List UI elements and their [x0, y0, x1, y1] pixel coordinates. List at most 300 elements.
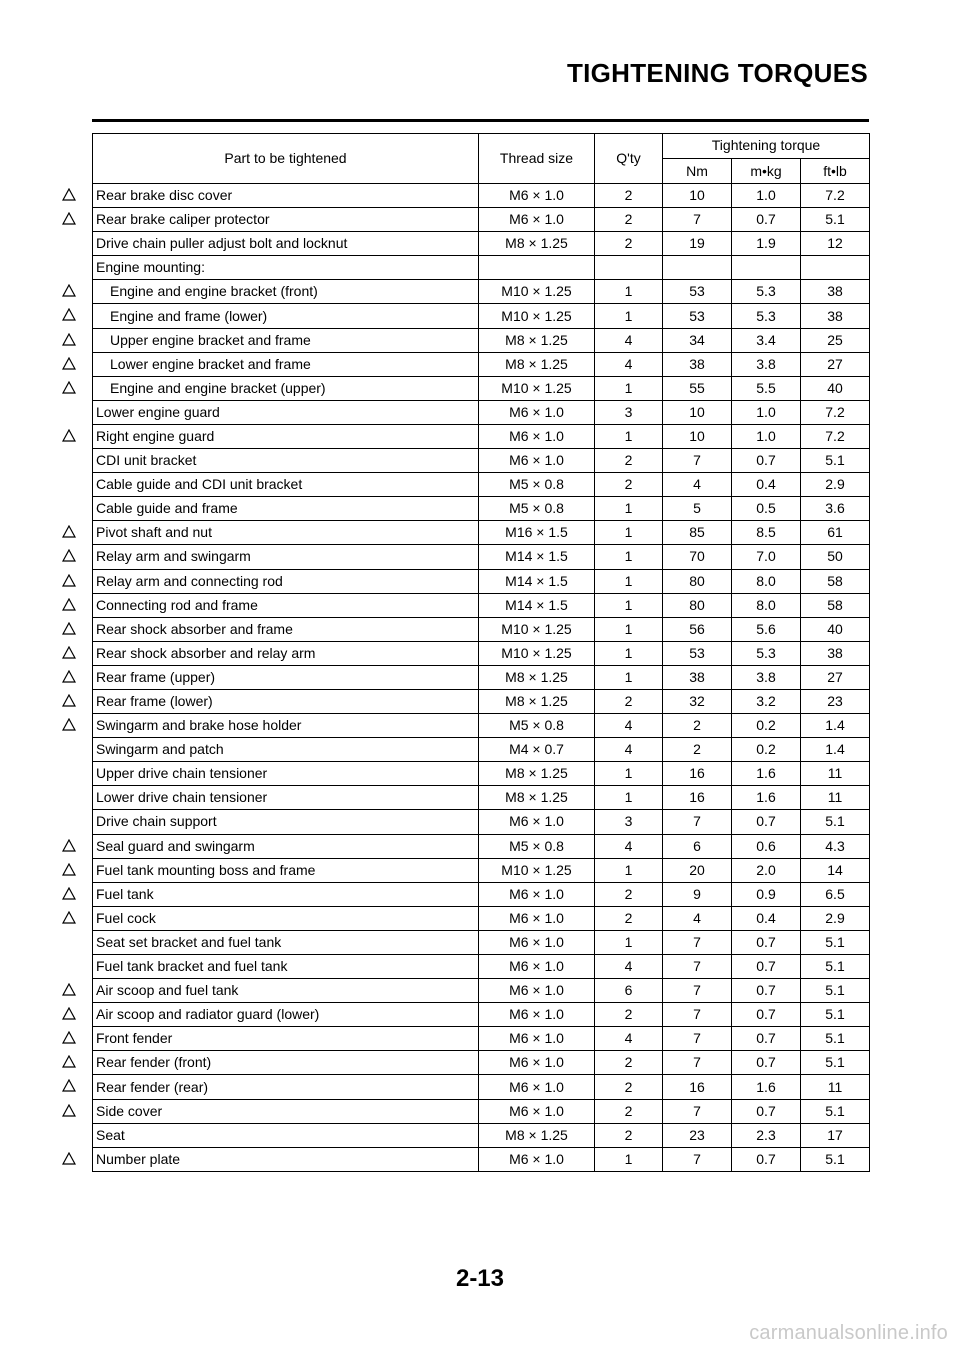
- part-label: Swingarm and brake hose holder: [96, 717, 302, 734]
- torque-ftlb-cell: 23: [801, 689, 870, 713]
- qty-cell: 2: [595, 449, 663, 473]
- torque-nm-cell: 80: [663, 593, 732, 617]
- thread-size-cell: M14 × 1.5: [479, 593, 595, 617]
- thread-size-cell: M10 × 1.25: [479, 617, 595, 641]
- triangle-mark-icon: [62, 718, 76, 731]
- table-row: [93, 497, 870, 521]
- torque-mkg-cell: 0.7: [732, 930, 801, 954]
- torque-nm-cell: 38: [663, 665, 732, 689]
- qty-cell: 2: [595, 906, 663, 930]
- part-label: Front fender: [96, 1030, 173, 1047]
- table-row: [93, 738, 870, 762]
- triangle-mark-icon: [62, 284, 76, 297]
- triangle-mark-icon: [62, 622, 76, 635]
- torque-ftlb-cell: 1.4: [801, 738, 870, 762]
- triangle-mark-icon: [62, 549, 76, 562]
- thread-size-cell: M6 × 1.0: [479, 1051, 595, 1075]
- torque-nm-cell: 70: [663, 545, 732, 569]
- part-label: Rear shock absorber and relay arm: [96, 644, 316, 661]
- torque-mkg-cell: 0.4: [732, 906, 801, 930]
- torque-mkg-cell: 0.5: [732, 497, 801, 521]
- qty-cell: 1: [595, 641, 663, 665]
- torque-nm-cell: 2: [663, 738, 732, 762]
- torque-nm-cell: 19: [663, 232, 732, 256]
- triangle-mark-icon: [62, 1104, 76, 1117]
- qty-cell: 2: [595, 882, 663, 906]
- part-cell: [93, 617, 479, 641]
- part-cell: [93, 1051, 479, 1075]
- thread-size-cell: M10 × 1.25: [479, 304, 595, 328]
- torque-nm-cell: 56: [663, 617, 732, 641]
- torque-ftlb-cell: 7.2: [801, 400, 870, 424]
- thread-size-cell: M6 × 1.0: [479, 1075, 595, 1099]
- thread-size-cell: M8 × 1.25: [479, 689, 595, 713]
- torque-mkg-cell: 1.6: [732, 1075, 801, 1099]
- qty-cell: 2: [595, 1123, 663, 1147]
- torque-nm-cell: 7: [663, 1027, 732, 1051]
- torque-ftlb-cell: 11: [801, 1075, 870, 1099]
- qty-cell: 4: [595, 328, 663, 352]
- part-label: Relay arm and connecting rod: [96, 572, 283, 589]
- qty-cell: 3: [595, 810, 663, 834]
- torque-mkg-cell: 0.7: [732, 955, 801, 979]
- thread-size-cell: M8 × 1.25: [479, 352, 595, 376]
- table-row: [93, 1075, 870, 1099]
- part-cell: [93, 810, 479, 834]
- torque-nm-cell: 10: [663, 424, 732, 448]
- triangle-mark-icon: [62, 308, 76, 321]
- qty-cell: 2: [595, 1075, 663, 1099]
- torque-mkg-cell: 3.8: [732, 352, 801, 376]
- part-label: Right engine guard: [96, 427, 215, 444]
- part-cell: [93, 352, 479, 376]
- part-cell: [93, 449, 479, 473]
- torque-nm-cell: 53: [663, 280, 732, 304]
- qty-cell: 1: [595, 617, 663, 641]
- torque-nm-cell: 10: [663, 184, 732, 208]
- part-label: Connecting rod and frame: [96, 596, 258, 613]
- thread-size-cell: M5 × 0.8: [479, 497, 595, 521]
- thread-size-cell: M10 × 1.25: [479, 376, 595, 400]
- table-row: [93, 665, 870, 689]
- table-row: [93, 424, 870, 448]
- part-cell: [93, 1123, 479, 1147]
- qty-cell: 4: [595, 352, 663, 376]
- part-label: Seal guard and swingarm: [96, 837, 255, 854]
- part-cell: [93, 304, 479, 328]
- table-row: [93, 473, 870, 497]
- torque-ftlb-cell: 5.1: [801, 930, 870, 954]
- qty-cell: 2: [595, 1051, 663, 1075]
- part-label: Fuel tank bracket and fuel tank: [96, 958, 288, 975]
- qty-cell: 1: [595, 930, 663, 954]
- torque-mkg-cell: 7.0: [732, 545, 801, 569]
- torque-ftlb-cell: 61: [801, 521, 870, 545]
- thread-size-cell: M8 × 1.25: [479, 1123, 595, 1147]
- header-part: Part to be tightened: [93, 134, 479, 184]
- table-row: [93, 184, 870, 208]
- thread-size-cell: M6 × 1.0: [479, 449, 595, 473]
- part-cell: [93, 738, 479, 762]
- part-cell: [93, 1003, 479, 1027]
- thread-size-cell: M4 × 0.7: [479, 738, 595, 762]
- torque-nm-cell: 34: [663, 328, 732, 352]
- torque-ftlb-cell: 7.2: [801, 424, 870, 448]
- watermark: carmanualsonline.info: [749, 1322, 948, 1344]
- qty-cell: 4: [595, 714, 663, 738]
- torque-mkg-cell: 3.8: [732, 665, 801, 689]
- qty-cell: 1: [595, 593, 663, 617]
- header-thread-size: Thread size: [479, 134, 595, 184]
- qty-cell: 4: [595, 1027, 663, 1051]
- thread-size-cell: M6 × 1.0: [479, 1147, 595, 1171]
- qty-cell: 2: [595, 1003, 663, 1027]
- thread-size-cell: M6 × 1.0: [479, 979, 595, 1003]
- part-label: Rear brake caliper protector: [96, 211, 270, 228]
- part-cell: [93, 762, 479, 786]
- torque-ftlb-cell: 38: [801, 641, 870, 665]
- torque-nm-cell: 32: [663, 689, 732, 713]
- part-cell: [93, 328, 479, 352]
- torque-mkg-cell: 1.0: [732, 184, 801, 208]
- torque-mkg-cell: 5.3: [732, 280, 801, 304]
- part-label: Rear brake disc cover: [96, 187, 233, 204]
- torque-mkg-cell: 1.6: [732, 762, 801, 786]
- part-label: Cable guide and frame: [96, 500, 238, 517]
- qty-cell: 1: [595, 786, 663, 810]
- part-cell: [93, 256, 479, 280]
- part-label: Rear fender (rear): [96, 1078, 209, 1095]
- torque-nm-cell: 7: [663, 1003, 732, 1027]
- table-row: [93, 1147, 870, 1171]
- torque-mkg-cell: 2.3: [732, 1123, 801, 1147]
- part-cell: [93, 641, 479, 665]
- part-label: Cable guide and CDI unit bracket: [96, 476, 303, 493]
- header-mkg: m•kg: [732, 159, 801, 184]
- torque-mkg-cell: 0.7: [732, 1003, 801, 1027]
- thread-size-cell: M6 × 1.0: [479, 1099, 595, 1123]
- qty-cell: [595, 256, 663, 280]
- table-row: [93, 208, 870, 232]
- qty-cell: 2: [595, 473, 663, 497]
- torque-mkg-cell: 0.7: [732, 208, 801, 232]
- torque-mkg-cell: 0.2: [732, 714, 801, 738]
- torque-mkg-cell: 0.7: [732, 1099, 801, 1123]
- table-row: [93, 834, 870, 858]
- torque-nm-cell: 38: [663, 352, 732, 376]
- part-label: Fuel cock: [96, 909, 156, 926]
- triangle-mark-icon: [62, 646, 76, 659]
- table-row: [93, 1003, 870, 1027]
- qty-cell: 1: [595, 762, 663, 786]
- torque-ftlb-cell: 5.1: [801, 208, 870, 232]
- thread-size-cell: M6 × 1.0: [479, 1003, 595, 1027]
- qty-cell: 4: [595, 738, 663, 762]
- thread-size-cell: M6 × 1.0: [479, 1027, 595, 1051]
- torque-mkg-cell: 0.6: [732, 834, 801, 858]
- torque-nm-cell: 7: [663, 1099, 732, 1123]
- table-row: [93, 352, 870, 376]
- torque-nm-cell: 7: [663, 979, 732, 1003]
- thread-size-cell: M14 × 1.5: [479, 545, 595, 569]
- torque-mkg-cell: 5.3: [732, 641, 801, 665]
- thread-size-cell: M6 × 1.0: [479, 882, 595, 906]
- qty-cell: 1: [595, 304, 663, 328]
- torque-mkg-cell: 5.6: [732, 617, 801, 641]
- triangle-mark-icon: [62, 574, 76, 587]
- thread-size-cell: M6 × 1.0: [479, 810, 595, 834]
- thread-size-cell: M6 × 1.0: [479, 424, 595, 448]
- torque-nm-cell: 80: [663, 569, 732, 593]
- torque-ftlb-cell: 5.1: [801, 979, 870, 1003]
- torque-ftlb-cell: 25: [801, 328, 870, 352]
- table-row: [93, 1123, 870, 1147]
- table-row: [93, 930, 870, 954]
- qty-cell: 2: [595, 232, 663, 256]
- table-row: [93, 545, 870, 569]
- thread-size-cell: M10 × 1.25: [479, 641, 595, 665]
- torque-mkg-cell: 1.6: [732, 786, 801, 810]
- torque-mkg-cell: 5.5: [732, 376, 801, 400]
- torque-nm-cell: 20: [663, 858, 732, 882]
- part-label: Engine and frame (lower): [110, 307, 268, 324]
- torque-nm-cell: 6: [663, 834, 732, 858]
- table-row: [93, 882, 870, 906]
- part-label: Seat set bracket and fuel tank: [96, 933, 282, 950]
- qty-cell: 1: [595, 1147, 663, 1171]
- thread-size-cell: M6 × 1.0: [479, 930, 595, 954]
- qty-cell: 3: [595, 400, 663, 424]
- thread-size-cell: M16 × 1.5: [479, 521, 595, 545]
- torque-ftlb-cell: 40: [801, 617, 870, 641]
- thread-size-cell: M10 × 1.25: [479, 858, 595, 882]
- torque-nm-cell: 7: [663, 208, 732, 232]
- qty-cell: 2: [595, 1099, 663, 1123]
- thread-size-cell: M8 × 1.25: [479, 665, 595, 689]
- torque-ftlb-cell: 5.1: [801, 1003, 870, 1027]
- table-row: [93, 400, 870, 424]
- triangle-mark-icon: [62, 863, 76, 876]
- thread-size-cell: M5 × 0.8: [479, 834, 595, 858]
- part-label: Seat: [96, 1126, 125, 1143]
- torque-mkg-cell: 0.4: [732, 473, 801, 497]
- triangle-mark-icon: [62, 887, 76, 900]
- part-cell: [93, 569, 479, 593]
- table-row: [93, 593, 870, 617]
- part-label: Air scoop and fuel tank: [96, 982, 239, 999]
- table-row: [93, 521, 870, 545]
- part-cell: [93, 593, 479, 617]
- thread-size-cell: M14 × 1.5: [479, 569, 595, 593]
- torque-ftlb-cell: [801, 256, 870, 280]
- table-row: [93, 906, 870, 930]
- page-title: TIGHTENING TORQUES: [566, 58, 868, 88]
- torque-nm-cell: 4: [663, 473, 732, 497]
- triangle-mark-icon: [62, 1007, 76, 1020]
- torque-mkg-cell: 0.9: [732, 882, 801, 906]
- part-cell: [93, 1147, 479, 1171]
- torque-mkg-cell: 0.2: [732, 738, 801, 762]
- thread-size-cell: M8 × 1.25: [479, 762, 595, 786]
- torque-nm-cell: 7: [663, 1147, 732, 1171]
- torque-nm-cell: 4: [663, 906, 732, 930]
- thread-size-cell: M8 × 1.25: [479, 232, 595, 256]
- triangle-mark-icon: [62, 212, 76, 225]
- qty-cell: 6: [595, 979, 663, 1003]
- torque-mkg-cell: 0.7: [732, 1051, 801, 1075]
- triangle-mark-icon: [62, 694, 76, 707]
- part-cell: [93, 376, 479, 400]
- part-cell: [93, 1027, 479, 1051]
- torque-ftlb-cell: 17: [801, 1123, 870, 1147]
- table-row: [93, 689, 870, 713]
- torque-nm-cell: 7: [663, 930, 732, 954]
- part-cell: [93, 714, 479, 738]
- part-cell: [93, 955, 479, 979]
- table-row: [93, 762, 870, 786]
- torque-ftlb-cell: 14: [801, 858, 870, 882]
- thread-size-cell: M8 × 1.25: [479, 328, 595, 352]
- part-label: Drive chain support: [96, 813, 217, 830]
- part-label: Drive chain puller adjust bolt and locknut: [96, 235, 348, 252]
- header-nm: Nm: [663, 159, 732, 184]
- qty-cell: 4: [595, 834, 663, 858]
- part-label: Lower engine bracket and frame: [110, 355, 311, 372]
- part-cell: [93, 232, 479, 256]
- torque-ftlb-cell: 40: [801, 376, 870, 400]
- torque-nm-cell: 9: [663, 882, 732, 906]
- table-row: [93, 1099, 870, 1123]
- thread-size-cell: M6 × 1.0: [479, 955, 595, 979]
- triangle-mark-icon: [62, 1152, 76, 1165]
- part-label: Rear fender (front): [96, 1054, 212, 1071]
- torque-ftlb-cell: 12: [801, 232, 870, 256]
- part-label: Engine and engine bracket (upper): [110, 379, 326, 396]
- torque-mkg-cell: 1.9: [732, 232, 801, 256]
- torque-nm-cell: 85: [663, 521, 732, 545]
- torque-nm-cell: 10: [663, 400, 732, 424]
- part-label: CDI unit bracket: [96, 452, 197, 469]
- part-cell: [93, 786, 479, 810]
- part-cell: [93, 1099, 479, 1123]
- table-row: [93, 1027, 870, 1051]
- thread-size-cell: M6 × 1.0: [479, 208, 595, 232]
- torque-mkg-cell: 2.0: [732, 858, 801, 882]
- part-label: Rear frame (upper): [96, 668, 216, 685]
- part-label: Fuel tank mounting boss and frame: [96, 861, 316, 878]
- thread-size-cell: M10 × 1.25: [479, 280, 595, 304]
- part-cell: [93, 280, 479, 304]
- table-row: [93, 304, 870, 328]
- qty-cell: 1: [595, 521, 663, 545]
- table-row: [93, 1051, 870, 1075]
- part-cell: [93, 858, 479, 882]
- title-rule: [92, 119, 869, 122]
- table-row: [93, 232, 870, 256]
- torque-ftlb-cell: 4.3: [801, 834, 870, 858]
- part-label: Number plate: [96, 1150, 181, 1167]
- torque-mkg-cell: 8.5: [732, 521, 801, 545]
- torque-mkg-cell: 0.7: [732, 1027, 801, 1051]
- part-label: Lower engine guard: [96, 403, 220, 420]
- part-cell: [93, 906, 479, 930]
- torque-mkg-cell: [732, 256, 801, 280]
- thread-size-cell: M6 × 1.0: [479, 400, 595, 424]
- part-cell: [93, 184, 479, 208]
- torque-ftlb-cell: 7.2: [801, 184, 870, 208]
- torque-ftlb-cell: 58: [801, 569, 870, 593]
- triangle-mark-icon: [62, 188, 76, 201]
- qty-cell: 2: [595, 208, 663, 232]
- torque-mkg-cell: 0.7: [732, 979, 801, 1003]
- table-row: [93, 376, 870, 400]
- qty-cell: 4: [595, 955, 663, 979]
- part-cell: [93, 521, 479, 545]
- triangle-mark-icon: [62, 1055, 76, 1068]
- torque-ftlb-cell: 5.1: [801, 449, 870, 473]
- table-row: [93, 280, 870, 304]
- part-cell: [93, 424, 479, 448]
- thread-size-cell: M6 × 1.0: [479, 184, 595, 208]
- qty-cell: 2: [595, 184, 663, 208]
- triangle-mark-icon: [62, 357, 76, 370]
- torque-nm-cell: 16: [663, 762, 732, 786]
- torque-ftlb-cell: 27: [801, 352, 870, 376]
- part-cell: [93, 834, 479, 858]
- table-row: [93, 714, 870, 738]
- part-cell: [93, 882, 479, 906]
- thread-size-cell: M5 × 0.8: [479, 714, 595, 738]
- header-qty: Q'ty: [595, 134, 663, 184]
- torque-ftlb-cell: 11: [801, 786, 870, 810]
- qty-cell: 1: [595, 424, 663, 448]
- part-cell: [93, 497, 479, 521]
- table-row: [93, 641, 870, 665]
- part-label: Rear frame (lower): [96, 693, 213, 710]
- table-row: [93, 449, 870, 473]
- qty-cell: 1: [595, 858, 663, 882]
- torque-ftlb-cell: 5.1: [801, 1099, 870, 1123]
- header-ftlb: ft•lb: [801, 159, 870, 184]
- torque-table: [92, 133, 870, 1172]
- triangle-mark-icon: [62, 839, 76, 852]
- torque-ftlb-cell: 5.1: [801, 955, 870, 979]
- part-cell: [93, 400, 479, 424]
- torque-nm-cell: 16: [663, 786, 732, 810]
- page-number: 2-13: [455, 1265, 505, 1292]
- qty-cell: 1: [595, 665, 663, 689]
- part-cell: [93, 665, 479, 689]
- torque-ftlb-cell: 1.4: [801, 714, 870, 738]
- triangle-mark-icon: [62, 670, 76, 683]
- qty-cell: 1: [595, 545, 663, 569]
- triangle-mark-icon: [62, 911, 76, 924]
- part-label: Relay arm and swingarm: [96, 548, 251, 565]
- torque-nm-cell: 55: [663, 376, 732, 400]
- triangle-mark-icon: [62, 1079, 76, 1092]
- table-row: [93, 955, 870, 979]
- table-row: [93, 328, 870, 352]
- torque-ftlb-cell: 5.1: [801, 1147, 870, 1171]
- table-row: [93, 256, 870, 280]
- torque-mkg-cell: 1.0: [732, 424, 801, 448]
- torque-nm-cell: 7: [663, 449, 732, 473]
- table-row: [93, 569, 870, 593]
- part-label: Air scoop and radiator guard (lower): [96, 1006, 320, 1023]
- part-cell: [93, 208, 479, 232]
- torque-nm-cell: 2: [663, 714, 732, 738]
- torque-ftlb-cell: 50: [801, 545, 870, 569]
